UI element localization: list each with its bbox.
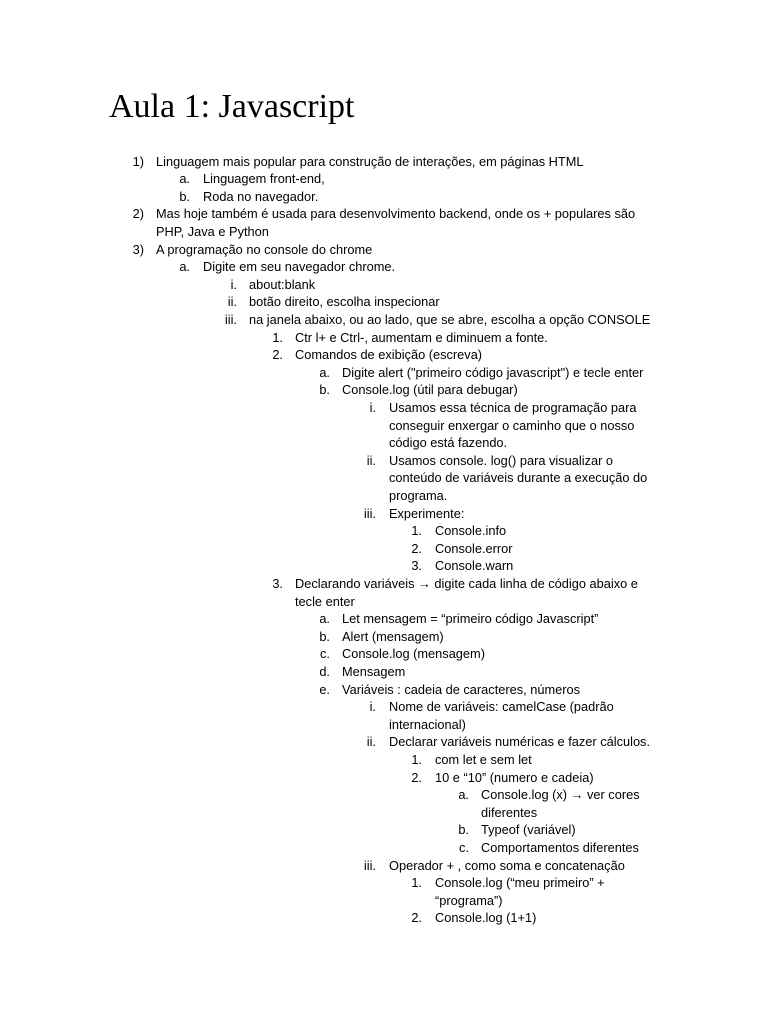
list-marker: 2)	[132, 206, 144, 222]
list-marker: 1.	[411, 751, 422, 767]
list-item-text: Experimente:	[389, 505, 465, 521]
list-marker: b.	[458, 822, 469, 838]
list-marker: e.	[319, 681, 330, 697]
list-item	[0, 258, 768, 276]
list-item	[0, 311, 768, 329]
list-item-text: Linguagem front-end,	[203, 171, 325, 187]
list-item	[0, 381, 768, 399]
list-item	[0, 170, 768, 188]
list-item-text: Declarando variáveis → digite cada linha de código abaixo e	[295, 575, 638, 591]
list-item-text: Usamos essa técnica de programação para	[389, 399, 637, 415]
list-item	[0, 153, 768, 171]
list-item-text: botão direito, escolha inspecionar	[249, 294, 440, 310]
list-item	[0, 892, 768, 910]
list-item	[0, 417, 768, 435]
list-marker: 3)	[132, 241, 144, 257]
document-title: Aula 1: Javascript	[109, 88, 355, 125]
list-item-text: na janela abaixo, ou ao lado, que se abre, escolha a opção CONSOLE	[249, 311, 651, 327]
list-marker: a.	[179, 171, 190, 187]
list-marker: 2.	[411, 540, 422, 556]
list-item-text: Console.info	[435, 523, 507, 539]
list-item	[0, 839, 768, 857]
list-item	[0, 663, 768, 681]
list-item-text: about:blank	[249, 276, 316, 292]
list-item	[0, 452, 768, 470]
list-item	[0, 364, 768, 382]
list-marker: 2.	[411, 769, 422, 785]
list-item-text: Console.log (mensagem)	[342, 646, 485, 662]
list-item-text: Typeof (variável)	[481, 822, 576, 838]
list-marker: iii.	[363, 857, 376, 873]
list-item-text: A programação no console do chrome	[156, 241, 373, 257]
list-item	[0, 241, 768, 259]
list-item-text: Console.log (1+1)	[435, 910, 537, 926]
list-item	[0, 857, 768, 875]
list-item	[0, 293, 768, 311]
list-item	[0, 276, 768, 294]
list-item-text: Comportamentos diferentes	[481, 839, 639, 855]
list-item	[0, 329, 768, 347]
list-item-text: Mas hoje também é usada para desenvolvimento backend, onde os + populares são	[156, 206, 636, 222]
list-item	[0, 346, 768, 364]
list-item-text: internacional)	[389, 716, 466, 732]
list-item-text: Nome de variáveis: camelCase (padrão	[389, 699, 614, 715]
list-item	[0, 188, 768, 206]
list-item-text: Mensagem	[342, 663, 406, 679]
list-item-text: código está fazendo.	[389, 435, 508, 451]
list-item-text: diferentes	[481, 804, 538, 820]
list-item	[0, 751, 768, 769]
list-item-text: Let mensagem = “primeiro código Javascript”	[342, 611, 599, 627]
list-marker: a.	[319, 611, 330, 627]
list-item	[0, 874, 768, 892]
list-marker: 2.	[272, 347, 283, 363]
list-marker: a.	[319, 364, 330, 380]
list-marker: i.	[230, 276, 237, 292]
list-item	[0, 769, 768, 787]
list-item	[0, 681, 768, 699]
list-item-text: programa.	[389, 487, 448, 503]
list-marker: c.	[459, 839, 469, 855]
list-item	[0, 909, 768, 927]
list-marker: iii.	[224, 311, 237, 327]
list-item-text: conseguir enxergar o caminho que o nosso	[389, 417, 635, 433]
list-item-text: PHP, Java e Python	[156, 223, 269, 239]
list-item	[0, 469, 768, 487]
list-marker: 1.	[411, 875, 422, 891]
list-marker: 2.	[411, 910, 422, 926]
list-item	[0, 575, 768, 593]
list-item	[0, 804, 768, 822]
list-item	[0, 487, 768, 505]
list-item-text: Digite em seu navegador chrome.	[203, 259, 396, 275]
list-marker: 1.	[411, 523, 422, 539]
list-item-text: Console.log (“meu primeiro” +	[435, 875, 605, 891]
list-item	[0, 733, 768, 751]
list-item-text: Console.log (útil para debugar)	[342, 382, 518, 398]
list-marker: i.	[369, 699, 376, 715]
list-item	[0, 522, 768, 540]
list-item-text: Console.log (x) → ver cores	[481, 787, 640, 803]
list-item	[0, 786, 768, 804]
list-marker: d.	[319, 663, 330, 679]
list-item-text: Alert (mensagem)	[342, 628, 444, 644]
list-marker: b.	[319, 382, 330, 398]
list-item-text: Console.error	[435, 540, 513, 556]
list-item-text: com let e sem let	[435, 751, 532, 767]
list-item-text: Comandos de exibição (escreva)	[295, 347, 483, 363]
list-item	[0, 557, 768, 575]
list-marker: ii.	[366, 452, 376, 468]
list-marker: 3.	[411, 558, 422, 574]
list-item	[0, 205, 768, 223]
list-item	[0, 540, 768, 558]
list-item-text: Linguagem mais popular para construção de interações, em páginas HTML	[156, 153, 584, 169]
list-item	[0, 593, 768, 611]
list-marker: i.	[369, 399, 376, 415]
list-item-text: Usamos console. log() para visualizar o	[389, 452, 614, 468]
list-marker: 3.	[272, 575, 283, 591]
list-item-text: Variáveis : cadeia de caracteres, números	[342, 681, 581, 697]
list-item	[0, 716, 768, 734]
list-item-text: Operador + , como soma e concatenação	[389, 857, 625, 873]
list-item	[0, 610, 768, 628]
list-marker: c.	[320, 646, 330, 662]
list-item-text: Roda no navegador.	[203, 188, 319, 204]
list-marker: 1.	[272, 329, 283, 345]
list-item-text: tecle enter	[295, 593, 355, 609]
list-marker: a.	[458, 787, 469, 803]
list-item-text: Declarar variáveis numéricas e fazer cálculos.	[389, 734, 651, 750]
list-item-text: “programa”)	[435, 892, 503, 908]
list-marker: 1)	[132, 153, 144, 169]
list-item-text: 10 e “10” (numero e cadeia)	[435, 769, 594, 785]
list-item	[0, 821, 768, 839]
list-item-text: conteúdo de variáveis durante a execução do	[389, 470, 648, 486]
list-item	[0, 628, 768, 646]
list-item-text: Console.warn	[435, 558, 514, 574]
list-marker: b.	[319, 628, 330, 644]
list-marker: ii.	[366, 734, 376, 750]
list-item	[0, 434, 768, 452]
list-item	[0, 223, 768, 241]
list-item	[0, 399, 768, 417]
list-marker: ii.	[227, 294, 237, 310]
list-marker: a.	[179, 259, 190, 275]
list-item-text: Digite alert ("primeiro código javascript") e tecle enter	[342, 364, 644, 380]
list-item	[0, 505, 768, 523]
list-item	[0, 645, 768, 663]
list-item	[0, 698, 768, 716]
list-marker: b.	[179, 188, 190, 204]
list-item-text: Ctr l+ e Ctrl-, aumentam e diminuem a fonte.	[295, 329, 548, 345]
list-marker: iii.	[363, 505, 376, 521]
